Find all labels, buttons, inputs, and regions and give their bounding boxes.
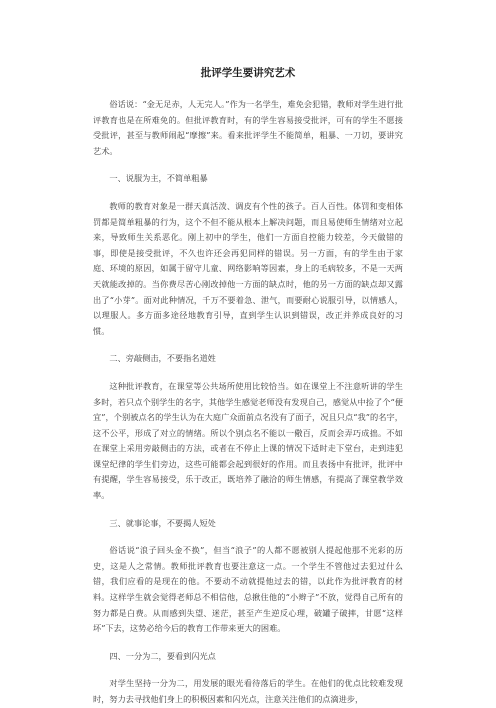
intro-paragraph: 俗话说：“金无足赤，人无完人。”作为一名学生，难免会犯错，教师对学生进行批评教育也是在所难免的。但批评教育时，有的学生容易接受批评，可有的学生不愿接受批评，甚至与教师闹起“摩擦”来。看来批评学生不能简单，粗暴、一刀切，要讲究艺术。 — [93, 99, 403, 156]
section-body: 俗话说“浪子回头金不换”，但当“浪子”的人都不愿被别人提起他那不光彩的历史，这是人之常情。教师批评教育也要注意这一点。一个学生不管他过去犯过什么错，我们应看的是现在的他。不要动不动就提他过去的错，以此作为批评教育的材料。这样学生就会觉得老师总不相信他，总揪住他的“小辫子”不放，觉得自己所有的努力都是白费。从而感到失望、迷茫，甚至产生逆反心理，破罐子破摔，甘愿“这样坏”下去，这势必给今后的教育工作带来更大的困难。 — [93, 545, 403, 634]
section-body: 教师的教育对象是一群天真活泼、调皮有个性的孩子。百人百性。体罚和变相体罚都是简单粗暴的行为，这个不但不能从根本上解决问题，而且易使师生情绪对立起来，导致师生关系恶化。刚上初中的学生，他们一方面自控能力较差，今天做错的事，即使是接受批评，不久也许还会再犯同样的错误。另一方面，有的学生由于家庭、环境的原因，如属于留守儿童、网络影响等因素，身上的毛病较多，不是一天两天就能改掉的。当你费尽苦心刚改掉他一方面的缺点时，他的另一方面的缺点却又露出了“小芽”。面对此种情况，千万不要着急、泄气，而要耐心说服引导，以情感人，以理服人。多方面多途径地教育引导，直到学生认识到错误，改正并养成良好的习惯。 — [93, 200, 403, 336]
section-heading: 一、说服为主，不简单粗暴 — [109, 173, 208, 184]
document-title: 批评学生要讲究艺术 — [200, 67, 296, 79]
section-heading: 四、一分为二，要看到闪光点 — [109, 650, 216, 661]
section-1 — [93, 171, 403, 339]
section-2 — [93, 351, 403, 503]
section-4 — [93, 649, 403, 708]
section-3 — [93, 516, 403, 637]
section-heading: 三、就事论事，不要揭人短处 — [109, 517, 216, 528]
section-body: 这种批评教育，在课堂等公共场所使用比较恰当。如在课堂上不注意听讲的学生多时，若只点个别学生的名字，其他学生感觉老师没有发现自己，感觉从中捡了个“便宜”，个别被点名的学生认为在大庭广众面前点名没有了面子，况且只点“我”的名字，这不公平，形成了对立的情绪。所以个别点名不能以一儆百，反而会弄巧成拙。不如在课堂上采用旁敲侧击的方法，或者在不停止上课的情况下适时走下堂台，走到违犯课堂纪律的学生们旁边，这些可能都会起到很好的作用。而且表扬中有批评，批评中有提醒，学生容易接受，乐于改正，既培养了融洽的师生情感，有提高了课堂教学效率。 — [93, 380, 403, 501]
section-heading: 二、旁敲侧击，不要指名道姓 — [109, 353, 216, 364]
section-body: 对学生坚持一分为二，用发展的眼光看待落后的学生。在他们的优点比较难发现时，努力去寻找他们身上的积极因素和闪光点，注意关注他们的点滴进步， — [93, 678, 403, 704]
